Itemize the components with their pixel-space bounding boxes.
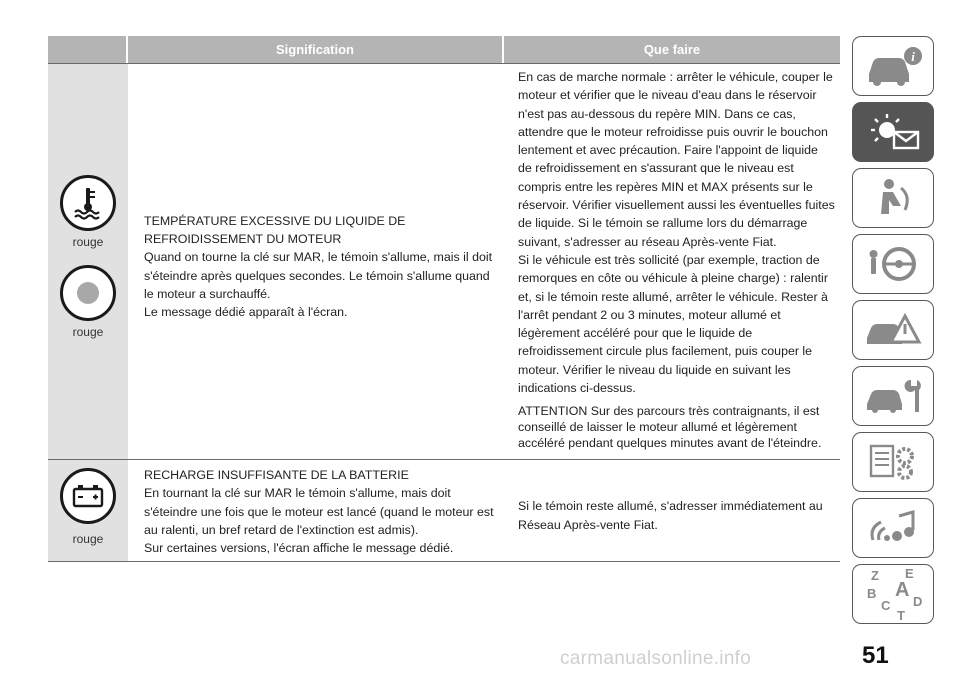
header-icon-cell (48, 36, 128, 63)
safety-seat-icon (861, 176, 925, 220)
signification-line: s'éteindre après quelques secondes. Le témoin s'allume quand (144, 268, 490, 283)
signification-line: RECHARGE INSUFFISANTE DE LA BATTERIE (144, 468, 409, 482)
icon-cell (48, 64, 128, 459)
tab-technical-data[interactable] (852, 432, 934, 492)
que-faire-line: compris entre les repères MIN et MAX présents sur le (518, 179, 813, 194)
que-faire-line: et, si le témoin reste allumé, arrêter le véhicule. Rester à (518, 289, 828, 304)
warning-lights-icon (861, 110, 925, 154)
signification-line: Le message dédié apparaît à l'écran. (144, 305, 348, 320)
que-faire-line: de refroidissement en s'assurant que le niveau est (518, 161, 794, 176)
que-faire-line: Réseau Après-vente Fiat. (518, 517, 658, 532)
que-faire-line: indications ci-dessus. (518, 381, 636, 396)
icon-color-label: rouge (72, 234, 104, 249)
key-steering-wheel-icon (861, 242, 925, 286)
svg-text:D: D (913, 594, 923, 609)
coolant-temperature-icon (60, 175, 116, 231)
car-maintenance-icon (861, 374, 925, 418)
multimedia-icon (861, 506, 925, 550)
que-faire-line: légèrement accéléré pour que le liquide de (518, 326, 753, 341)
que-faire-line: moteur et vérifier que le niveau d'eau dans le réservoir (518, 88, 817, 103)
svg-text:E: E (905, 566, 914, 581)
car-info-icon (861, 44, 925, 88)
tab-emergency[interactable] (852, 300, 934, 360)
emergency-icon (861, 308, 925, 352)
tab-multimedia[interactable] (852, 498, 934, 558)
signification-cell (128, 64, 504, 459)
signification-line: le moteur a surchauffé. (144, 286, 271, 301)
que-faire-line: de liquide. Si le témoin se rallume lors du démarrage (518, 216, 808, 231)
icon-color-label: rouge (72, 532, 104, 546)
tab-starting-driving[interactable] (852, 234, 934, 294)
index-icon (861, 566, 925, 622)
que-faire-cell (504, 64, 840, 459)
header-que-faire: Que faire (504, 36, 840, 63)
svg-text:i: i (911, 49, 915, 64)
que-faire-line: réservoir. Vérifier visuellement aussi les éventuelles fuites (518, 198, 835, 213)
que-faire-cell (504, 460, 840, 561)
signification-line: s'éteindre une fois que le moteur est lancé (quand le moteur est (144, 504, 494, 519)
svg-text:T: T (897, 608, 905, 622)
que-faire-line: En cas de marche normale : arrêter le véhicule, couper le (518, 70, 833, 84)
que-faire-line: n'est pas au-dessous du repère MIN. Dans ce cas, (518, 106, 796, 121)
signification-line: Sur certaines versions, l'écran affiche le message dédié. (144, 541, 454, 556)
signification-line: En tournant la clé sur MAR le témoin s'allume, mais doit (144, 486, 451, 501)
que-faire-line: Si le véhicule est très sollicité (par exemple, traction de (518, 252, 820, 267)
warning-lights-table (48, 36, 840, 562)
signification-line: TEMPÉRATURE EXCESSIVE DU LIQUIDE DE (144, 213, 406, 228)
table-row (48, 460, 840, 562)
svg-text:A: A (895, 579, 910, 601)
que-faire-line: Si le témoin reste allumé, s'adresser immédiatement au (518, 499, 823, 514)
que-faire-line: lentement et avec précaution. Faire l'appoint de liquide (518, 143, 818, 158)
tab-safety[interactable] (852, 168, 934, 228)
tab-maintenance[interactable] (852, 366, 934, 426)
chapter-sidebar (852, 36, 934, 630)
attention-note (518, 403, 838, 451)
warning-light-icon (60, 265, 116, 321)
que-faire-line: moteur. Vérifier le niveau du liquide en suivant les (518, 362, 791, 377)
icon-cell (48, 460, 128, 561)
icon-color-label: rouge (72, 324, 104, 339)
attention-line: accéléré pendant quelques minutes avant de l'éteindre. (518, 436, 822, 451)
header-signification: Signification (128, 36, 504, 63)
watermark: carmanualsonline.info (560, 648, 752, 669)
svg-text:C: C (881, 598, 891, 613)
que-faire-line: l'arrêt pendant 2 ou 3 minutes, moteur allumé et (518, 307, 781, 322)
que-faire-line: attendre que le moteur refroidisse puis ouvrir le bouchon (518, 124, 828, 139)
svg-text:B: B (867, 586, 877, 601)
svg-text:Z: Z (871, 568, 879, 583)
battery-icon (60, 468, 116, 524)
page-number: 51 (862, 642, 889, 669)
tab-car-info[interactable] (852, 36, 934, 96)
attention-line: conseillé de laisser le moteur allumé et légèrement (518, 420, 797, 435)
table-row (48, 64, 840, 460)
attention-line: ATTENTION Sur des parcours très contraignants, il est (518, 404, 820, 419)
signification-cell (128, 460, 504, 561)
signification-line: Quand on tourne la clé sur MAR, le témoin s'allume, mais il doit (144, 250, 493, 265)
table-header (48, 36, 840, 64)
signification-line: au ralenti, un bref retard de l'extinction est admis). (144, 522, 419, 537)
que-faire-line: suivant, s'adresser au réseau Après-vente Fiat. (518, 234, 777, 249)
signification-line: REFROIDISSEMENT DU MOTEUR (144, 231, 342, 246)
que-faire-line: remorques en côte ou véhicule à pleine charge) : ralentir (518, 271, 828, 286)
tab-warning-lights[interactable] (852, 102, 934, 162)
que-faire-line: refroidissement circule plus facilement, puis couper le (518, 344, 813, 359)
tab-index[interactable] (852, 564, 934, 624)
technical-data-icon (861, 440, 925, 484)
